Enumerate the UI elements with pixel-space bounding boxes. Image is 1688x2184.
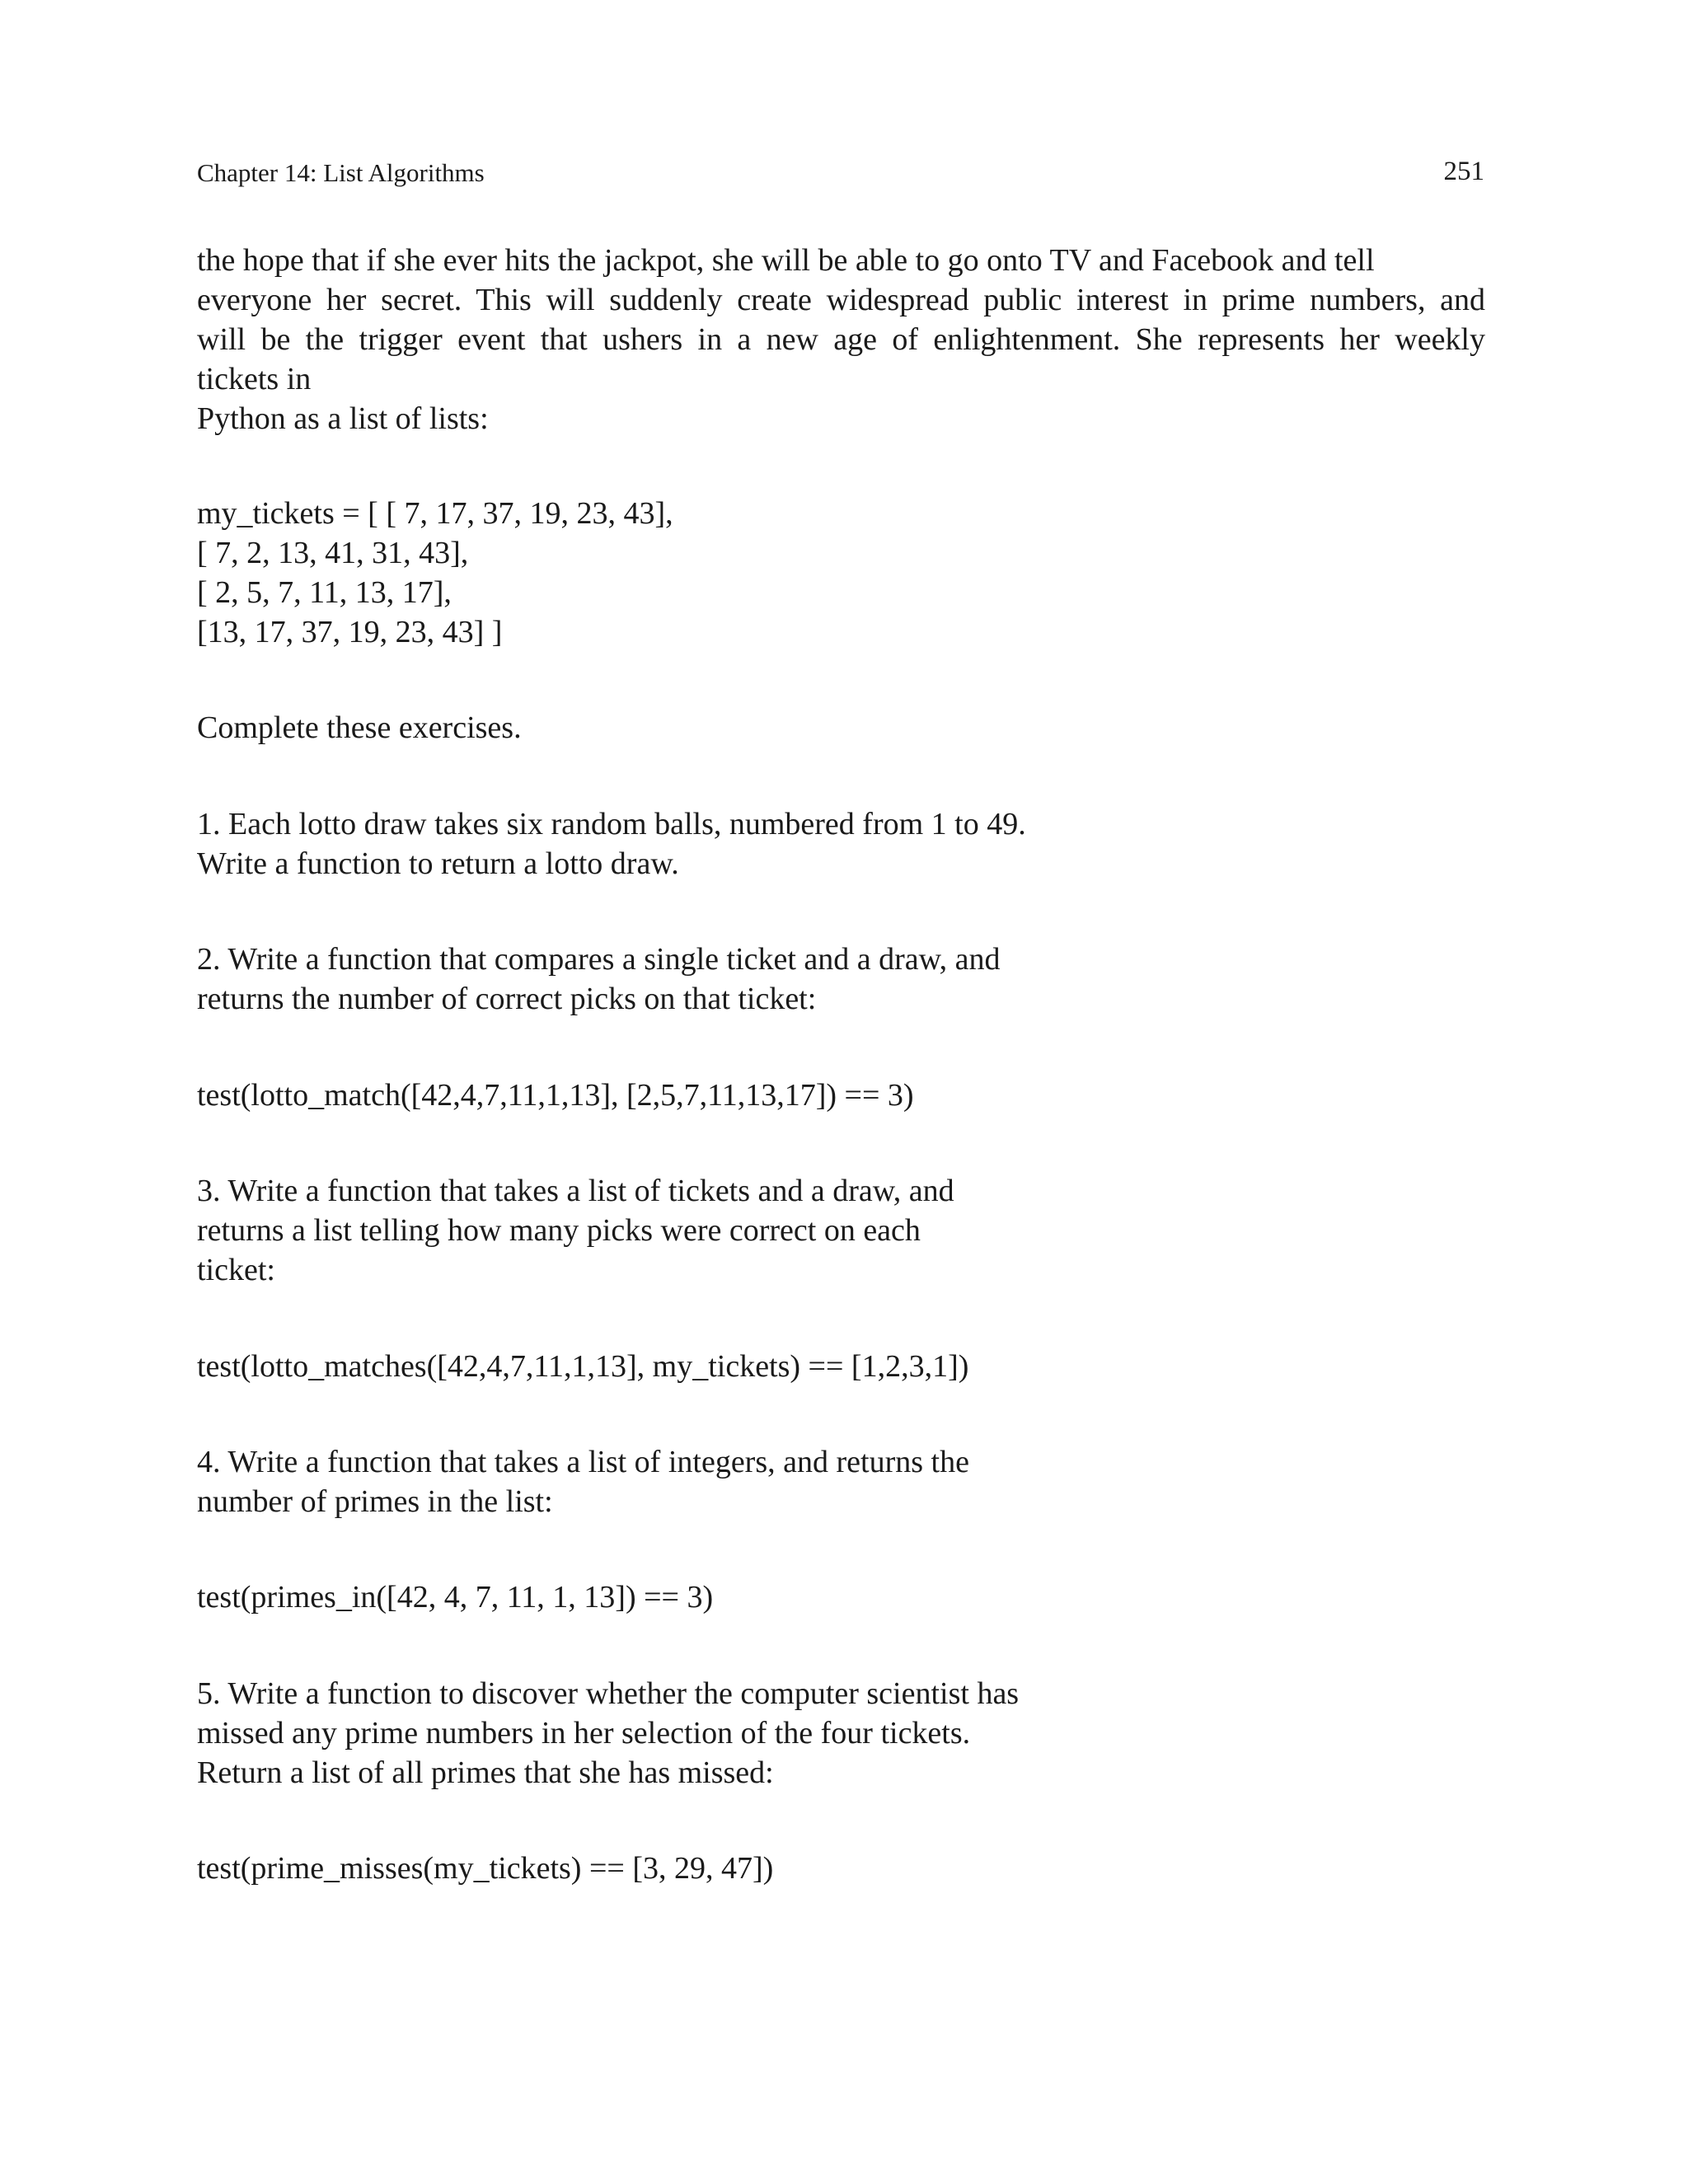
instruction-text	[197, 708, 522, 748]
exercise-line: Write a function to return a lotto draw.	[197, 846, 679, 881]
intro-line: will be the trigger event that ushers in a new age of enlightenment. She represents her weekly	[197, 322, 1485, 357]
exercise-5-test	[197, 1849, 773, 1888]
test-code-line: test(primes_in([42, 4, 7, 11, 1, 13]) == 3)	[197, 1580, 714, 1615]
exercise-2	[197, 940, 1001, 1019]
test-code-line: test(prime_misses(my_tickets) == [3, 29, 47])	[197, 1851, 774, 1886]
test-code-line: test(lotto_matches([42,4,7,11,1,13], my_tickets) == [1,2,3,1])	[197, 1349, 969, 1384]
code-line: [ 7, 2, 13, 41, 31, 43],	[197, 536, 469, 570]
page-number: 251	[1443, 157, 1484, 186]
exercise-line: number of primes in the list:	[197, 1484, 553, 1519]
intro-line: the hope that if she ever hits the jackpot, she will be able to go onto TV and Facebook and tell	[197, 243, 1375, 278]
exercise-line: ticket:	[197, 1253, 275, 1287]
exercise-3-test	[197, 1347, 968, 1386]
exercise-5	[197, 1674, 1019, 1793]
exercise-4	[197, 1442, 969, 1521]
code-line: [13, 17, 37, 19, 23, 43] ]	[197, 615, 503, 649]
exercise-line: Return a list of all primes that she has missed:	[197, 1755, 774, 1790]
code-line: [ 2, 5, 7, 11, 13, 17],	[197, 575, 452, 610]
exercise-line: returns a list telling how many picks were correct on each	[197, 1213, 921, 1248]
intro-line: tickets in	[197, 362, 312, 396]
exercise-1	[197, 804, 1026, 883]
exercise-line: missed any prime numbers in her selection of the four tickets.	[197, 1716, 971, 1750]
exercise-line: 4. Write a function that takes a list of integers, and returns the	[197, 1445, 969, 1479]
exercise-line: 1. Each lotto draw takes six random balls, numbered from 1 to 49.	[197, 807, 1026, 841]
running-head: Chapter 14: List Algorithms	[197, 158, 485, 187]
exercise-line: returns the number of correct picks on that ticket:	[197, 982, 817, 1016]
exercise-line: 5. Write a function to discover whether the computer scientist has	[197, 1676, 1020, 1711]
exercise-4-test	[197, 1577, 713, 1617]
exercise-3	[197, 1171, 954, 1290]
intro-paragraph	[197, 241, 1485, 438]
code-block-tickets	[197, 494, 673, 652]
intro-line: Python as a list of lists:	[197, 401, 489, 436]
exercise-line: 2. Write a function that compares a single ticket and a draw, and	[197, 942, 1001, 977]
exercise-2-test	[197, 1076, 914, 1115]
intro-line: everyone her secret. This will suddenly create widespread public interest in prime numbers, and	[197, 283, 1485, 317]
test-code-line: test(lotto_match([42,4,7,11,1,13], [2,5,7,11,13,17]) == 3)	[197, 1078, 914, 1113]
exercise-line: 3. Write a function that takes a list of tickets and a draw, and	[197, 1174, 954, 1208]
instruction-line: Complete these exercises.	[197, 710, 522, 745]
code-line: my_tickets = [ [ 7, 17, 37, 19, 23, 43],	[197, 496, 673, 531]
